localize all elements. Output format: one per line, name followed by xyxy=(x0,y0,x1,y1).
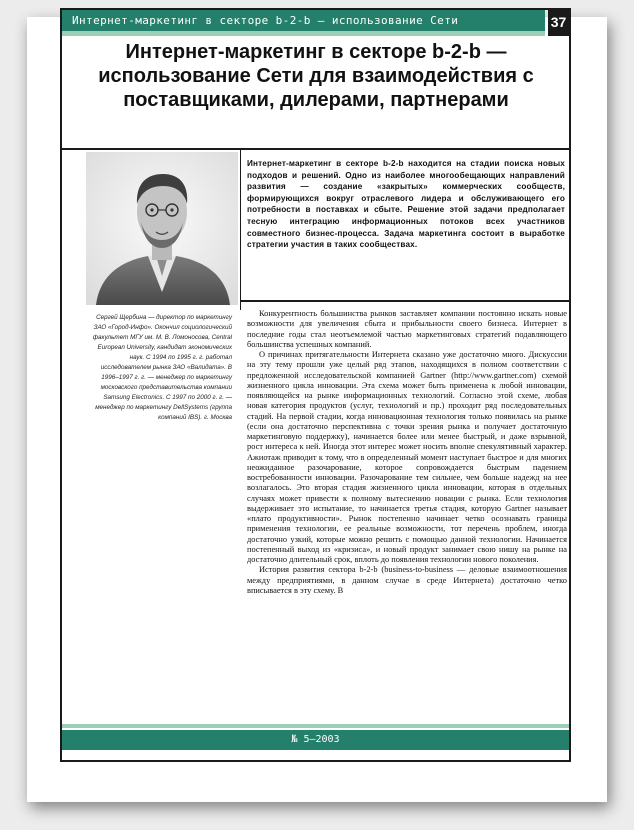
running-title: Интернет-маркетинг в секторе b-2-b — использование Сети xyxy=(72,14,459,27)
author-caption: Сергей Щербина — директор по маркетингу ЗАО «Город-Инфо». Окончил социологический факультет МГУ им. М. В. Ломоносова, Central European University, кандидат экономических наук. С 1994 по 1995 г. г. работал исследователем рынка ЗАО «Валидата». В 1996–1997 г. г. — менеджер по маркетингу московского представительства компании Samsung Electronics. С 1997 по 2000 г. г. — менеджер по маркетингу DellSystems (группа компаний IBS). г. Москва xyxy=(92,314,232,421)
body-paragraph: История развития сектора b-2-b (business-to-business — деловые взаимоотношения между предприятиями, в данном случае в среде Интернета) достаточно четко вписывается в эту схему. В xyxy=(247,565,567,595)
author-portrait-icon xyxy=(86,152,238,305)
issue-number: № 5–2003 xyxy=(291,734,340,745)
article-lead: Интернет-маркетинг в секторе b-2-b находится на стадии поиска новых подходов и решений. Одно из наиболее многообещающих направлений развития — создание «закрытых» коммерческих сообществ, формирующихся вокруг отраслевого лидера и обслуживающего его потребности в поставках и сбыте. Решение этой задачи предполагает тесную интеграцию информационных потоков всех участников совместного бизнес-процесса. Задача маркетинга состоит в выработке стратегии участия в таких сообществах. xyxy=(247,159,565,250)
title-divider xyxy=(62,148,570,150)
body-paragraph: О причинах притягательности Интернета сказано уже достаточно много. Дискуссии на эту тему прошли уже целый ряд этапов, находящихся в полном соответствии с предложенной исследовательской компанией Gartner (http://www.gartner.com) схемой жизненного цикла инновации. Эта схема может быть применена к любой инновации, появляющейся на рынке информационных технологий. Согласно этой схеме, любая новая категория продуктов (услуг, технологий и пр.) проходит ряд последовательных стадий. На первой стадии, когда инновационная технология только появилась на рынке (если она достаточно перспективна с точки зрения рынка и получает достаточную маркетинговую поддержку), начинается более или менее быстрый, и даже взрывной, рост интереса к ней. Иногда этот интерес может носить вполне спекулятивный характер. Ажиотаж приводит к тому, что в определенный момент наступает быстрое и для многих неожиданное разочарование, которое сопровождается быстрым падением востребованности инновации. Разочарование тем сильнее, чем больше надежд на нее возлагалось. Это вторая стадия жизненного цикла инновации, которая в отдельных случаях может привести к полному вытеснению новации с рынка. Если технология выдерживает это испытание, то начинается третья стадия, которую Gartner называет «плато продуктивности». Рынок постепенно начинает четко осознавать границы применения технологии, ее реальные возможности, тот перечень проблем, иногда достаточно узкий, которые можно решить с помощью данной технологии. Начинается постепенный выход из «кризиса», и новый продукт занимает свою нишу на рынке на достаточно длительный срок, вплоть до появления технологии нового поколения. xyxy=(247,350,567,564)
author-photo xyxy=(86,152,238,305)
lead-divider xyxy=(241,300,570,302)
column-divider xyxy=(240,150,241,310)
article-title: Интернет-маркетинг в секторе b-2-b — использование Сети для взаимодействия с поставщиками, дилерами, партнерами xyxy=(98,41,534,111)
article-body xyxy=(247,309,567,596)
page-number: 37 xyxy=(550,14,567,30)
header-accent-strip xyxy=(62,31,545,36)
body-paragraph: Конкурентность большинства рынков заставляет компании постоянно искать новые возможности для увеличения сбыта и прибыльности своего бизнеса. Интернет в последние годы стал неотъемлемой частью маркетинговых стратегий подавляющего большинства успешных компаний. xyxy=(247,309,567,349)
footer-accent-strip xyxy=(62,724,569,728)
